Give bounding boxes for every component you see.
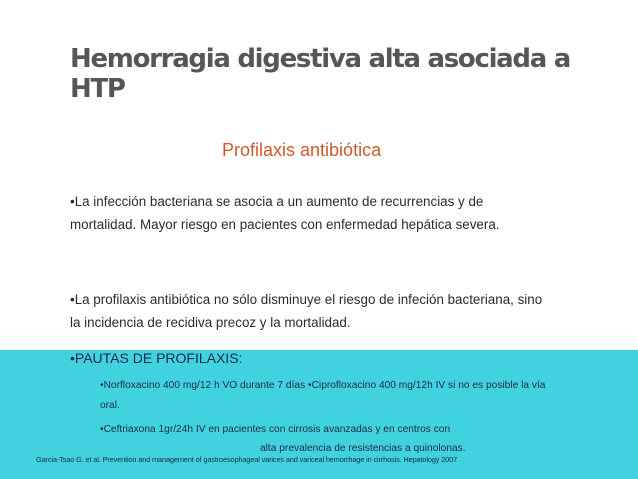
sub-bullet-norfloxacin: •Norfloxacino 400 mg/12 h VO durante 7 días •Ciprofloxacino 400 mg/12h IV si no es posible la vía oral. — [100, 380, 546, 411]
sub-bullet-ceftriaxone: •Ceftriaxona 1gr/24h IV en pacientes con cirrosis avanzadas y en centros con — [100, 424, 451, 435]
slide-title: Hemorragia digestiva alta asociada a HTP — [70, 44, 570, 104]
citation: Garcia-Tsao G. et al. Prevention and management of gastroesophageal varices and variceal hemorrhage in cirrhosis. Hepatology 2007 — [36, 455, 458, 464]
bullet-prophylaxis-benefit: •La profilaxis antibiótica no sólo disminuye el riesgo de infeción bacteriana, sino la incidencia de recidiva precoz y la mortalidad. — [70, 292, 543, 330]
slide-subtitle: Profilaxis antibiótica — [222, 140, 382, 160]
bullet-prophylaxis-guidelines: •PAUTAS DE PROFILAXIS: — [70, 350, 243, 366]
sub-bullet-ceftriaxone-continuation: alta prevalencia de resistencias a quinolonas. — [260, 443, 466, 454]
bullet-infection-risk: •La infección bacteriana se asocia a un aumento de recurrencias y de mortalidad. Mayor riesgo en pacientes con enfermedad hepática severa. — [70, 194, 500, 232]
